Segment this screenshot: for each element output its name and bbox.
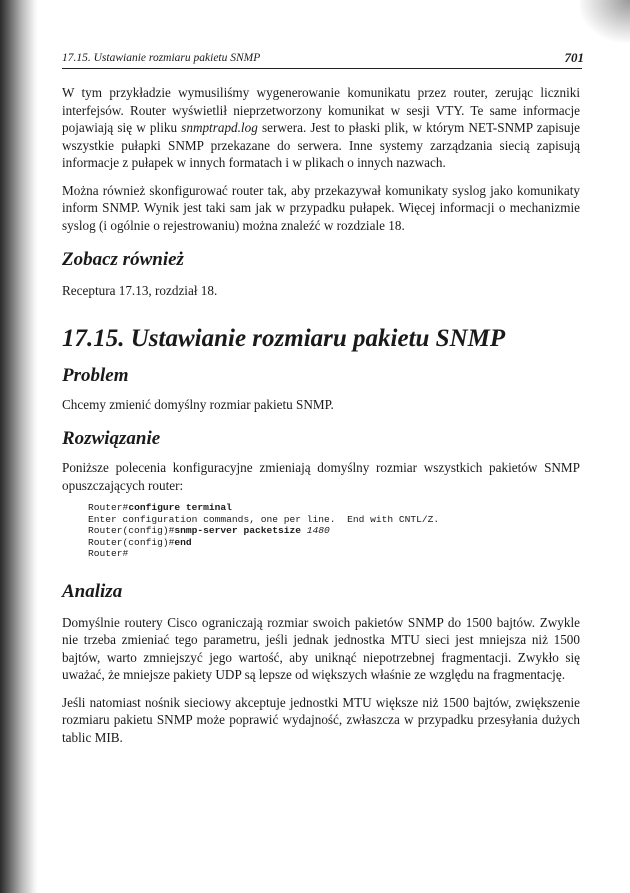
file-name: snmptrapd.log <box>181 120 258 135</box>
running-title: 17.15. Ustawianie rozmiaru pakietu SNMP <box>62 52 261 64</box>
solution-heading: Rozwiązanie <box>62 428 161 449</box>
intro-paragraph-1: W tym przykładzie wymusiliśmy wygenerowanie komunikatu przez router, zerując liczniki interfejsów. Router wyświetlił nieprzetworzony komunikat w sesji VTY. Te same informacje pojawiają się w pliku snmptrapd.log serwera. Jest to płaski plik, w którym NET-SNMP zapisuje wszystkie pułapki SNMP przekazane do serwera. Inne systemy zarządzania siecią zapisują informacje z pułapek w innych formatach i w plikach o innych nazwach. <box>62 85 581 170</box>
section-title: 17.15. Ustawianie rozmiaru pakietu SNMP <box>62 324 506 352</box>
scan-shadow-left <box>0 0 38 893</box>
analysis-heading: Analiza <box>62 580 123 602</box>
see-also-text: Receptura 17.13, rozdział 18. <box>62 283 218 298</box>
solution-text: Poniższe polecenia konfiguracyjne zmieniają domyślny rozmiar wszystkich pakietów SNMP opuszczających router: <box>62 460 580 493</box>
problem-text: Chcemy zmienić domyślny rozmiar pakietu SNMP. <box>62 396 334 412</box>
analysis-paragraph-1: Domyślnie routery Cisco ograniczają rozmiar swoich pakietów SNMP do 1500 bajtów. Zwykle nie trzeba zmieniać tego parametru, jeśli jednak jednostka MTU sieci jest mniejsza niż 1500 bajtów, warto zmniejszyć jego wartość, aby uniknąć niepotrzebnej fragmentacji. Zwykło się uważać, że mniejsze pakiety UDP są lepsze od większych właśnie ze względu na fragmentację. <box>62 614 580 682</box>
page-body <box>62 84 580 746</box>
page-number: 701 <box>564 50 584 65</box>
code-block: Router#configure terminal Enter configuration commands, one per line. End with CNTL/Z. Router(config)#snmp-server packetsize 1480 Router(config)#end Router# <box>88 502 440 559</box>
intro-paragraph-2: Można również skonfigurować router tak, aby przekazywał komunikaty syslog jako komunikaty inform SNMP. Wynik jest taki sam jak w przypadku pułapek. Więcej informacji o mechanizmie syslog (i ogólnie o rejestrowaniu) można znaleźć w rozdziale 18. <box>62 182 580 233</box>
scan-shadow-corner <box>580 0 630 42</box>
page-header <box>62 50 582 69</box>
analysis-paragraph-2: Jeśli natomiast nośnik sieciowy akceptuje jednostki MTU większe niż 1500 bajtów, zwiększenie rozmiaru pakietu SNMP może poprawić wydajność, zwłaszcza w przypadku przesyłania dużych tablic MIB. <box>62 694 580 745</box>
problem-heading: Problem <box>62 364 129 386</box>
see-also-heading: Zobacz również <box>62 249 184 270</box>
